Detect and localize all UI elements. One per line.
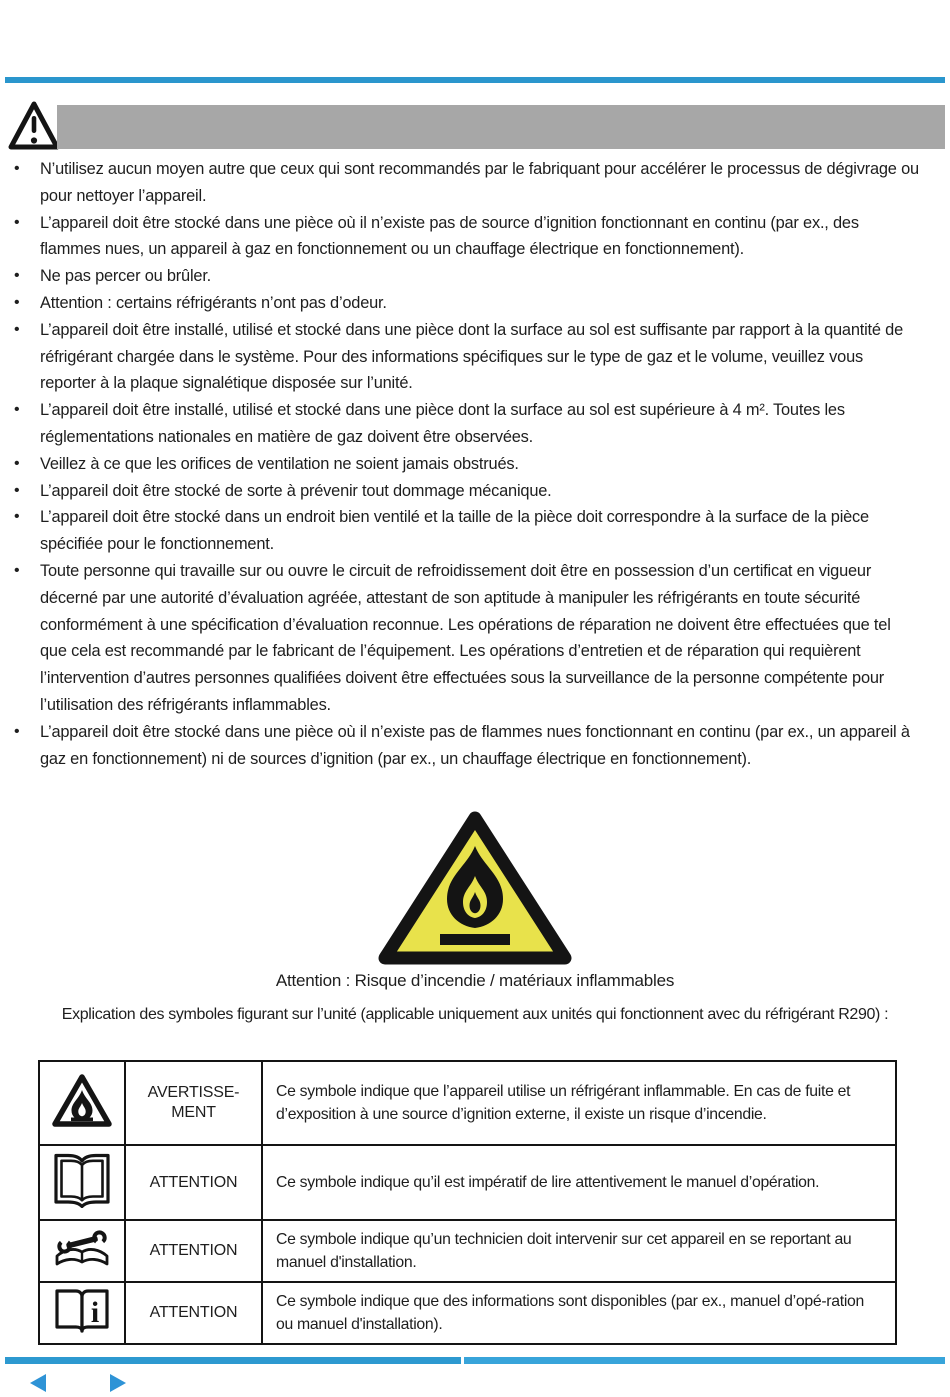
svg-text:i: i bbox=[90, 1295, 100, 1329]
fire-symbol-caption: Attention : Risque d’incendie / matériaux inflammables bbox=[275, 971, 675, 990]
warning-header-bar bbox=[57, 105, 945, 149]
safety-instruction-item: • Veillez à ce que les orifices de ventilation ne soient jamais obstrués. bbox=[12, 451, 919, 478]
table-row bbox=[39, 1061, 896, 1145]
safety-instruction-item: • Ne pas percer ou brûler. bbox=[12, 263, 919, 290]
previous-page-arrow-icon[interactable] bbox=[30, 1374, 46, 1392]
safety-instruction-item: • L’appareil doit être stocké dans une pièce où il n’existe pas de source d’ignition fonctionnant en continu (par ex., des flammes nues, un appareil à gaz en fonctionnement ou un chauffage électrique en fonctionnement). bbox=[12, 210, 919, 264]
safety-instruction-item: • L’appareil doit être stocké dans une pièce où il n’existe pas de flammes nues fonctionnant en continu (par ex., un appareil à gaz en fonctionnement) ni de sources d’ignition (par ex., un chauffage électrique en fonctionnement). bbox=[12, 719, 919, 773]
symbols-explanation-table bbox=[38, 1060, 897, 1345]
table-label: AVERTISSE-MENT bbox=[147, 1084, 240, 1121]
table-description: Ce symbole indique qu’il est impératif de lire attentivement le manuel d’opération. bbox=[276, 1174, 820, 1191]
table-label: ATTENTION bbox=[149, 1242, 238, 1259]
footer-rule-right bbox=[464, 1357, 945, 1364]
safety-instruction-item: • Toute personne qui travaille sur ou ouvre le circuit de refroidissement doit être en possession d’un certificat en vigueur décerné par une autorité d’évaluation agréée, attestant de son aptitude à manipuler les réfrigérants en toute sécurité conformément à une spécification d’évaluation reconnue. Les opérations de réparation ne doivent être effectuées que tel que cela est recommandé par le fabricant de l’équipement. Les opérations d’entretien et de réparation qui requièrent l’intervention d’autres personnes qualifiées doivent être effectuées sous la surveillance de la personne compétente pour l’utilisation des réfrigérants inflammables. bbox=[12, 558, 919, 719]
table-label: ATTENTION bbox=[149, 1304, 238, 1321]
flammable-warning-triangle-icon bbox=[51, 1117, 113, 1134]
information-manual-book-icon bbox=[53, 1295, 111, 1340]
safety-instruction-item: • Attention : certains réfrigérants n’ont pas d’odeur. bbox=[12, 290, 919, 317]
footer-rule-left bbox=[5, 1357, 461, 1364]
warning-triangle-icon bbox=[8, 101, 60, 151]
service-manual-wrench-book-icon bbox=[51, 1259, 113, 1276]
symbols-explanation-intro: Explication des symboles figurant sur l’unité (applicable uniquement aux unités qui fonctionnent avec du réfrigérant R290) : bbox=[61, 1006, 889, 1023]
safety-instruction-item: • L’appareil doit être stocké dans un endroit bien ventilé et la taille de la pièce doit correspondre à la surface de la pièce spécifiée pour le fonctionnement. bbox=[12, 504, 919, 558]
table-row bbox=[39, 1282, 896, 1344]
safety-instruction-item: • N’utilisez aucun moyen autre que ceux qui sont recommandés par le fabriquant pour accélérer le processus de dégivrage ou pour nettoyer l’appareil. bbox=[12, 156, 919, 210]
safety-instructions-list bbox=[12, 156, 919, 772]
flammable-materials-pictogram bbox=[0, 808, 950, 971]
top-divider-rule bbox=[5, 77, 945, 83]
table-description: Ce symbole indique que l’appareil utilise un réfrigérant inflammable. En cas de fuite et d’exposition à une source d’ignition externe, il existe un risque d’incendie. bbox=[276, 1083, 851, 1123]
next-page-arrow-icon[interactable] bbox=[110, 1374, 126, 1392]
safety-instruction-item: • L’appareil doit être installé, utilisé et stocké dans une pièce dont la surface au sol est supérieure à 4 m². Toutes les réglementations nationales en matière de gaz doivent être observées. bbox=[12, 397, 919, 451]
table-description: Ce symbole indique qu’un technicien doit intervenir sur cet appareil en se reportant au manuel d'installation. bbox=[276, 1231, 852, 1271]
table-row bbox=[39, 1220, 896, 1282]
table-description: Ce symbole indique que des informations sont disponibles (par ex., manuel d’opé-ration ou manuel d'installation). bbox=[276, 1293, 864, 1333]
safety-instruction-item: • L’appareil doit être installé, utilisé et stocké dans une pièce dont la surface au sol est suffisante par rapport à la quantité de réfrigérant chargée dans le système. Pour des informations spécifiques sur le type de gaz et le volume, veuillez vous reporter à la plaque signalétique disposée sur l’unité. bbox=[12, 317, 919, 397]
operation-manual-book-icon bbox=[52, 1195, 112, 1212]
table-label: ATTENTION bbox=[149, 1173, 238, 1191]
table-row bbox=[39, 1145, 896, 1220]
safety-instruction-item: • L’appareil doit être stocké de sorte à prévenir tout dommage mécanique. bbox=[12, 478, 919, 505]
